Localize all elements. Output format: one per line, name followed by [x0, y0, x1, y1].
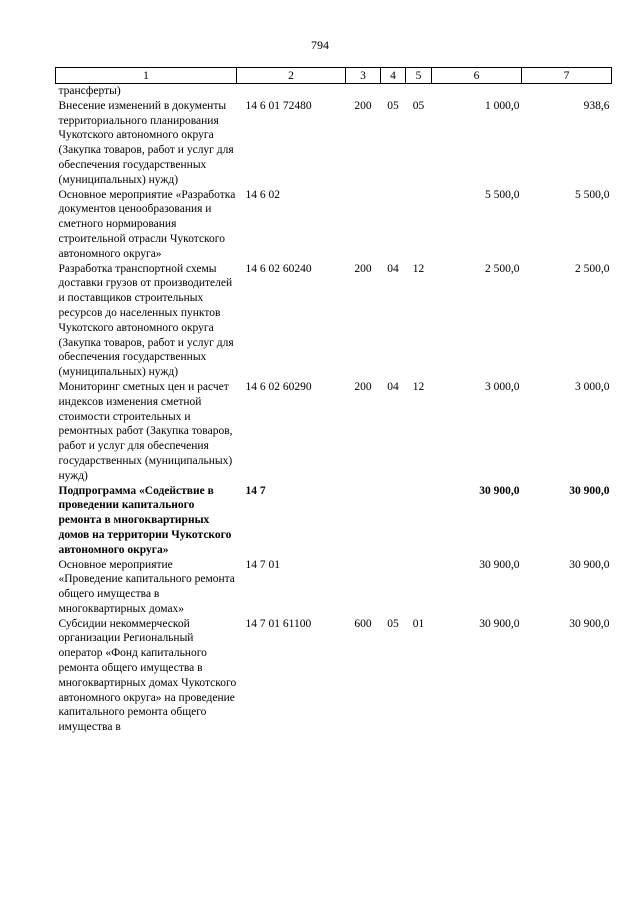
table-row [56, 380, 612, 484]
row-subsection: 05 [412, 99, 425, 112]
row-section: 04 [387, 262, 399, 275]
row-expense-type [346, 84, 381, 99]
row-amount-planned [432, 84, 522, 99]
column-header: 5 [406, 68, 432, 84]
row-expense-type: 200 [354, 99, 372, 112]
row-code: 14 6 02 60290 [245, 380, 312, 393]
row-subsection [406, 484, 432, 558]
table-body [56, 84, 612, 736]
row-code: 14 6 02 60240 [245, 262, 312, 275]
table-row [56, 617, 612, 735]
row-name: Подпрограмма «Содействие в проведении капитального ремонта в многоквартирных домов на территории Чукотского автономного округа» [58, 484, 232, 556]
table-row [56, 188, 612, 262]
row-subsection: 12 [412, 380, 425, 393]
row-code [237, 84, 346, 99]
row-section [381, 484, 406, 558]
row-code: 14 6 01 72480 [245, 99, 312, 112]
row-amount-planned: 30 900,0 [479, 617, 520, 630]
row-expense-type: 200 [354, 262, 372, 275]
row-subsection [406, 188, 432, 262]
table-row [56, 262, 612, 380]
row-subsection: 12 [412, 262, 425, 275]
table-row [56, 84, 612, 99]
row-section: 05 [387, 99, 399, 112]
header-row [56, 68, 612, 84]
page-number: 794 [311, 38, 329, 52]
row-name: Субсидии некоммерческой организации Региональный оператор «Фонд капитального ремонта общего имущества в многоквартирных домах Чукотского автономного округа» на проведение капитального ремонта общего имущества в [58, 617, 237, 734]
row-subsection: 01 [412, 617, 425, 630]
row-section: 05 [387, 617, 399, 630]
row-subsection [406, 84, 432, 99]
column-header: 2 [237, 68, 346, 84]
row-name: Разработка транспортной схемы доставки грузов от производителей и поставщиков строительных ресурсов до населенных пунктов Чукотского автономного округа (Закупка товаров, работ и услуг для обеспечения государственных (муниципальных) нужд) [58, 262, 234, 379]
row-name: Основное мероприятие «Разработка документов ценообразования и сметного нормирования строительной отрасли Чукотского автономного округа» [58, 188, 236, 260]
row-amount-executed: 30 900,0 [569, 558, 610, 571]
row-amount-executed: 938,6 [583, 99, 610, 112]
row-subsection [406, 558, 432, 617]
row-amount-planned: 30 900,0 [479, 484, 520, 497]
column-header: 1 [56, 68, 237, 84]
row-amount-planned: 30 900,0 [479, 558, 520, 571]
row-amount-planned: 1 000,0 [485, 99, 520, 112]
row-name: Внесение изменений в документы территориального планирования Чукотского автономного округа (Закупка товаров, работ и услуг для обеспечения государственных (муниципальных) нужд) [58, 99, 234, 186]
column-header: 3 [346, 68, 381, 84]
table-row [56, 99, 612, 188]
row-name: Мониторинг сметных цен и расчет индексов изменения сметной стоимости строительных и ремонтных работ (Закупка товаров, работ и услуг для обеспечения государственных (муниципальных) нужд) [58, 380, 233, 482]
budget-table [55, 67, 612, 735]
row-amount-executed: 30 900,0 [569, 484, 610, 497]
row-section [381, 558, 406, 617]
row-code: 14 7 [245, 484, 266, 497]
row-expense-type [346, 558, 381, 617]
row-amount-executed: 2 500,0 [575, 262, 610, 275]
row-expense-type: 200 [354, 380, 372, 393]
row-amount-planned: 5 500,0 [485, 188, 520, 201]
row-code: 14 7 01 [245, 558, 280, 571]
row-amount-executed: 3 000,0 [575, 380, 610, 393]
row-expense-type [346, 188, 381, 262]
column-header: 4 [381, 68, 406, 84]
row-amount-planned: 2 500,0 [485, 262, 520, 275]
row-section: 04 [387, 380, 399, 393]
column-header: 7 [522, 68, 612, 84]
table-row [56, 484, 612, 558]
row-amount-executed [522, 84, 612, 99]
row-amount-executed: 30 900,0 [569, 617, 610, 630]
table-row [56, 558, 612, 617]
row-amount-executed: 5 500,0 [575, 188, 610, 201]
row-section [381, 84, 406, 99]
row-code: 14 6 02 [245, 188, 280, 201]
row-name: Основное мероприятие «Проведение капитального ремонта общего имущества в многоквартирных домах» [58, 558, 235, 615]
row-name: трансферты) [58, 85, 121, 97]
column-header: 6 [432, 68, 522, 84]
row-section [381, 188, 406, 262]
row-amount-planned: 3 000,0 [485, 380, 520, 393]
row-expense-type: 600 [354, 617, 372, 630]
row-code: 14 7 01 61100 [245, 617, 312, 630]
row-expense-type [346, 484, 381, 558]
